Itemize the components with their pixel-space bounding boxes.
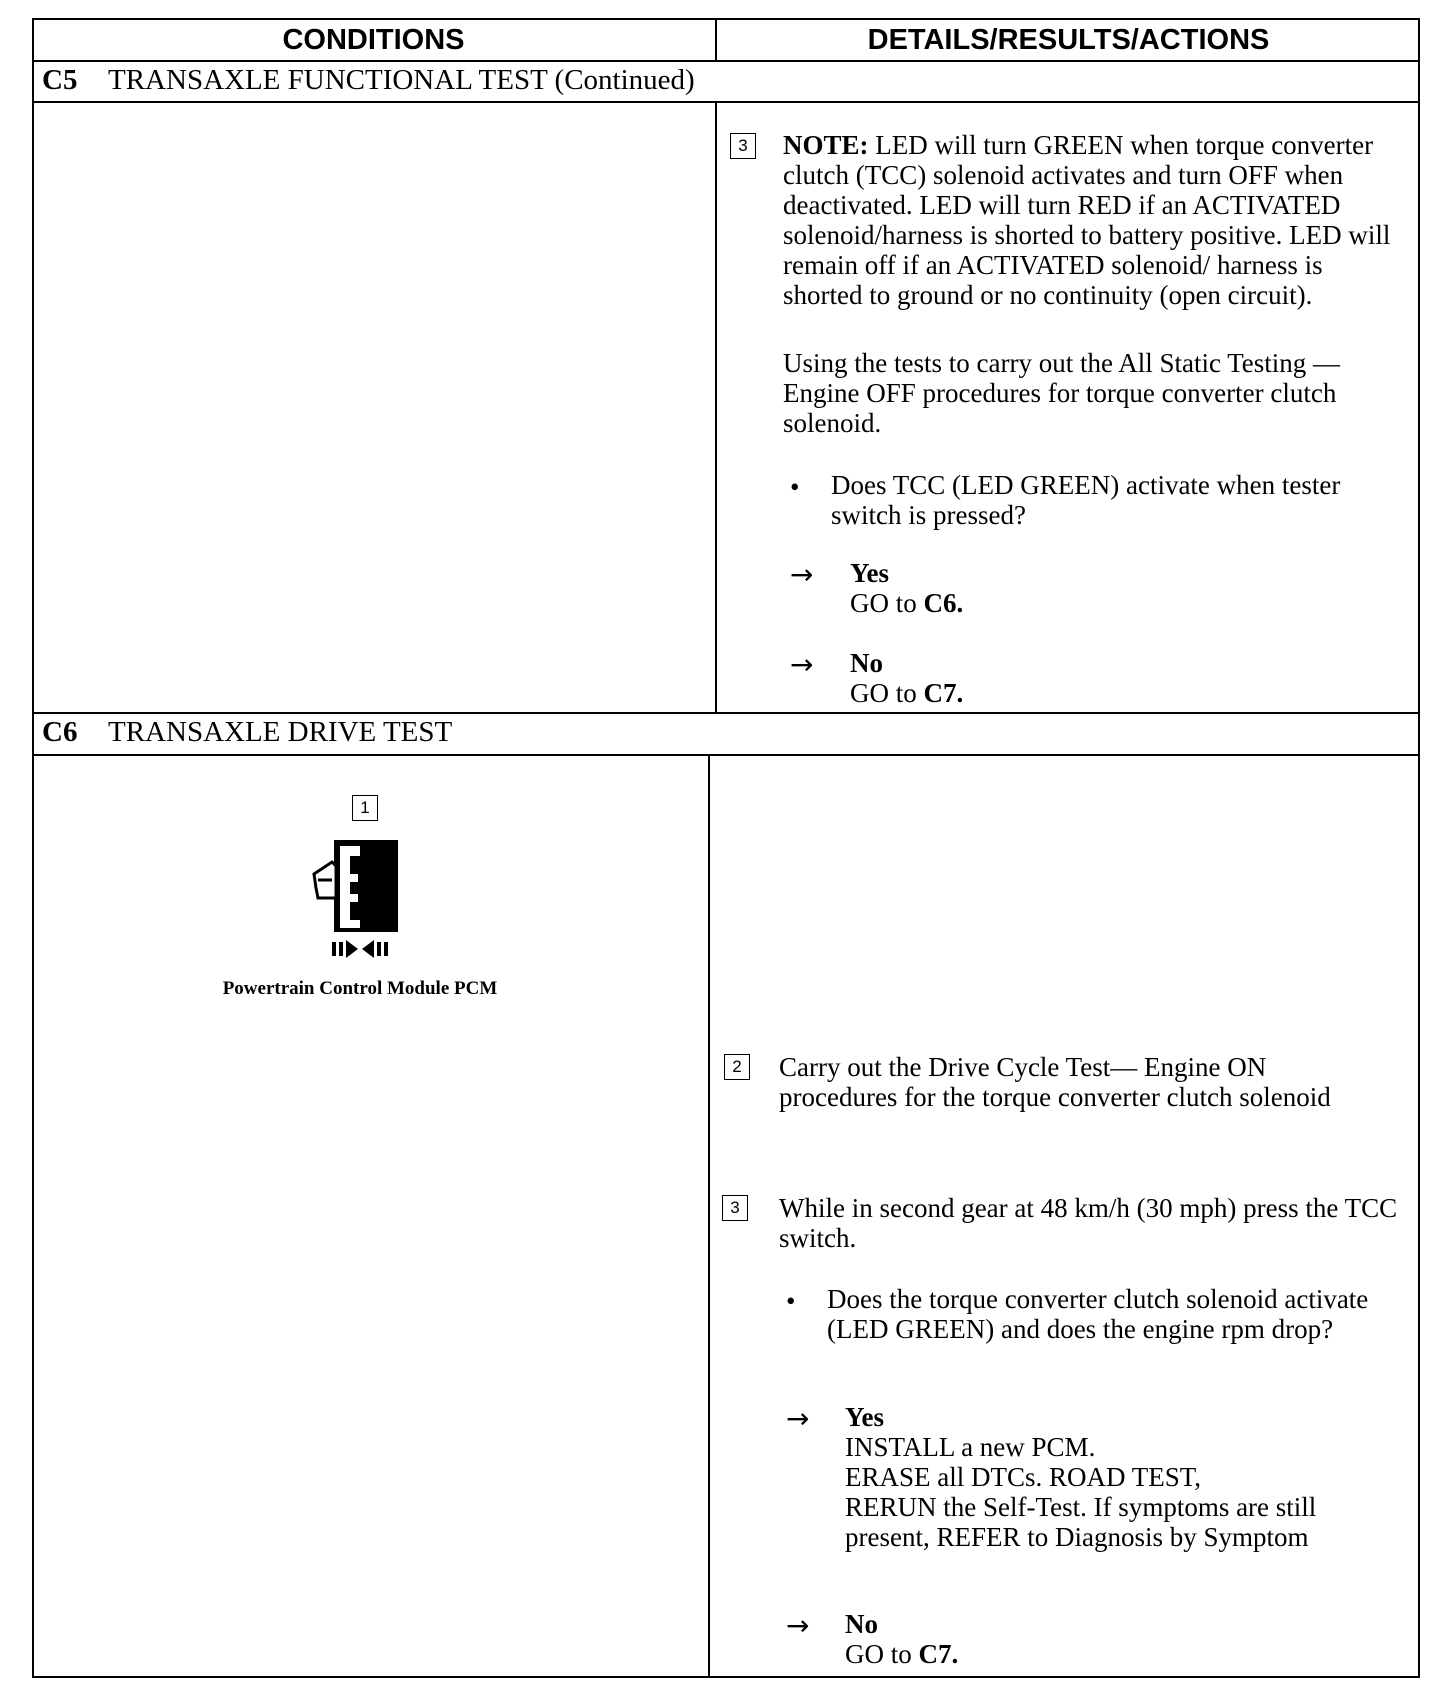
c5-column-divider <box>715 101 717 713</box>
c5-title-divider <box>32 101 1420 103</box>
c6-no-text: GO to <box>845 1639 919 1669</box>
c5-no-label: No <box>850 648 883 678</box>
conditions-header: CONDITIONS <box>282 24 465 56</box>
c5-yes-arrow: → <box>790 558 814 591</box>
c5-no-target: C7. <box>923 678 964 708</box>
c5-yes-text: GO to <box>850 588 924 618</box>
c5-title: TRANSAXLE FUNCTIONAL TEST (Continued) <box>108 64 695 96</box>
c6-no-branch <box>845 1609 958 1669</box>
c6-no-label: No <box>845 1609 878 1639</box>
c5-step3-paragraph: Using the tests to carry out the All Static Testing — Engine OFF procedures for torque converter clutch solenoid. <box>783 348 1341 438</box>
c6-bullet: • <box>786 1286 796 1316</box>
c6-step3-number: 3 <box>722 1195 748 1221</box>
c6-step1-number: 1 <box>352 795 378 821</box>
c6-step2-text: Carry out the Drive Cycle Test— Engine ON procedures for the torque converter clutch solenoid <box>779 1052 1331 1112</box>
c5-no-branch <box>850 648 963 708</box>
c5-code: C5 <box>42 64 78 96</box>
c5-no-text: GO to <box>850 678 924 708</box>
c6-yes-label: Yes <box>845 1402 884 1432</box>
note-text: LED will turn GREEN when torque converter clutch (TCC) solenoid activates and turn OFF when deactivated. LED will turn RED if an ACTIVATED solenoid/harness is shorted to battery positive. LED will remain off if an ACTIVATED solenoid/ harness is shorted to ground or no continuity (open circuit). <box>783 130 1391 310</box>
c5-no-arrow: → <box>790 648 814 681</box>
c5-bullet: • <box>790 472 800 502</box>
c6-section-title <box>42 716 452 749</box>
c6-question: Does the torque converter clutch solenoid activate (LED GREEN) and does the engine rpm drop? <box>827 1284 1369 1344</box>
c6-no-arrow: → <box>786 1609 810 1642</box>
note-label: NOTE: <box>783 130 869 160</box>
c5-yes-branch <box>850 558 963 618</box>
c6-step3-text: While in second gear at 48 km/h (30 mph) press the TCC switch. <box>779 1193 1398 1253</box>
c5-yes-target: C6. <box>923 588 964 618</box>
c5-yes-label: Yes <box>850 558 889 588</box>
c6-title: TRANSAXLE DRIVE TEST <box>108 716 453 748</box>
c5-section-title <box>42 64 695 97</box>
details-header: DETAILS/RESULTS/ACTIONS <box>867 24 1270 56</box>
c6-yes-branch <box>845 1402 1405 1552</box>
c6-no-target: C7. <box>918 1639 959 1669</box>
c6-code: C6 <box>42 716 78 748</box>
c6-step2-number: 2 <box>724 1054 750 1080</box>
pcm-caption: Powertrain Control Module PCM <box>222 978 498 999</box>
c6-title-bottom-divider <box>32 754 1420 756</box>
c5-step3-note <box>783 130 1408 310</box>
c6-column-divider <box>708 754 710 1678</box>
pcm-connector-icon <box>312 836 402 960</box>
header-divider <box>32 60 1420 62</box>
c6-title-top-divider <box>32 712 1420 714</box>
c5-question: Does TCC (LED GREEN) activate when tester switch is pressed? <box>831 470 1341 530</box>
c6-yes-line2: ERASE all DTCs. ROAD TEST, <box>845 1462 1202 1492</box>
c6-yes-arrow: → <box>786 1402 810 1435</box>
c6-yes-line1: INSTALL a new PCM. <box>845 1432 1096 1462</box>
c5-step3-number: 3 <box>730 133 756 159</box>
c6-yes-line3: RERUN the Self-Test. If symptoms are still present, REFER to Diagnosis by Symptom <box>845 1492 1317 1552</box>
